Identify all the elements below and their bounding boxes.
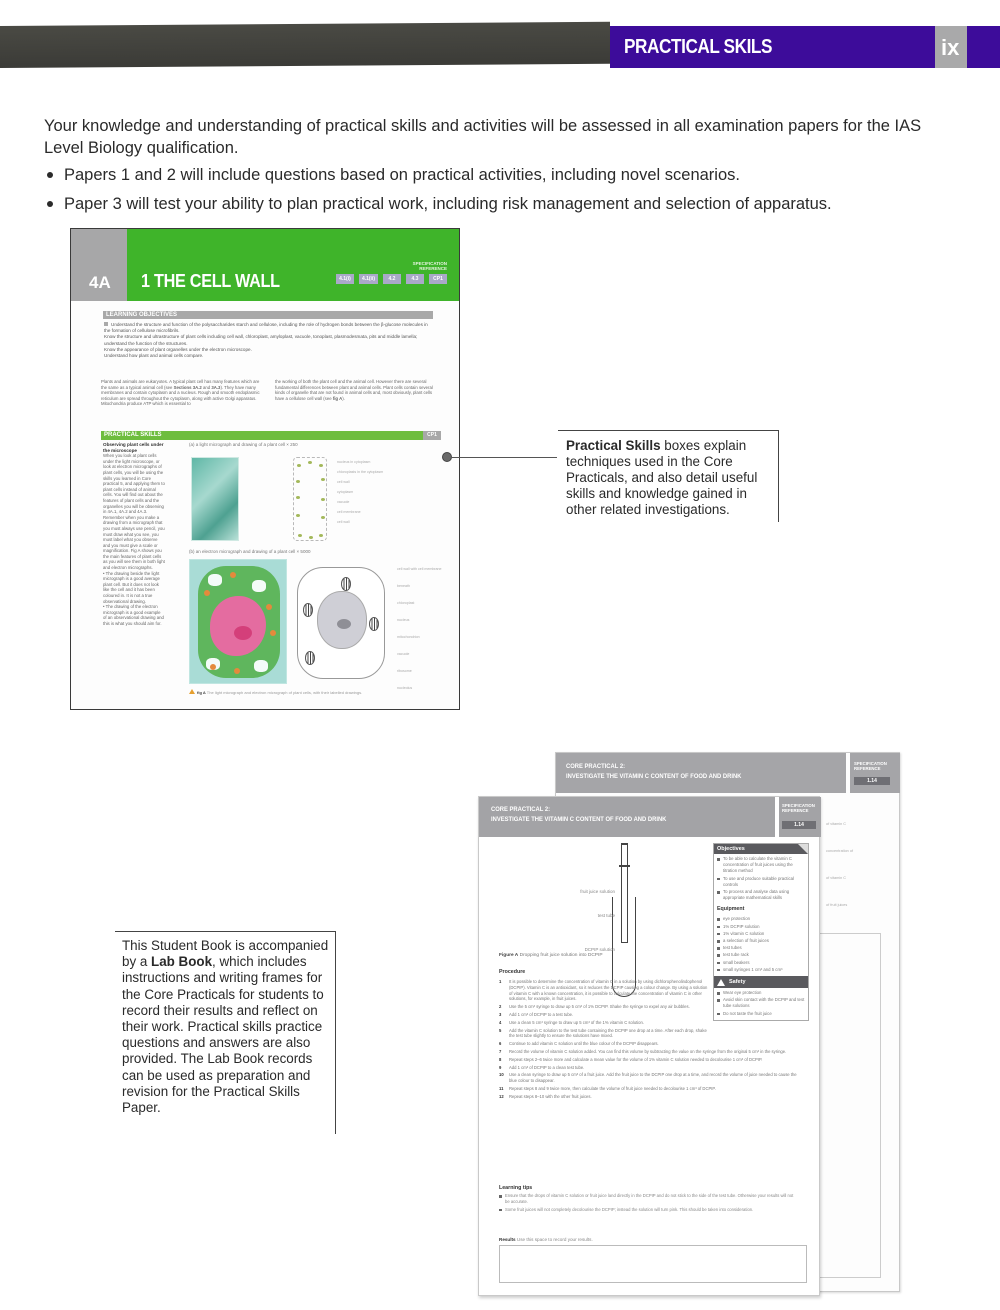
procedure-step: 2 Use the 5 cm³ syringe to draw up 5 cm³ of 1% DCPIP. Shake the syringe to expel any air bubbles.: [499, 1004, 690, 1010]
cell-wall-page-sample: [70, 228, 460, 710]
results-label: Results Use this space to record your results.: [499, 1237, 593, 1242]
objectives-heading: Objectives: [714, 844, 808, 854]
topic-code: 4A: [89, 273, 111, 292]
learning-objectives-heading: LEARNING OBJECTIVES: [103, 311, 433, 319]
light-micrograph-drawing: [293, 457, 327, 541]
spec-reference-chip: 4.3: [406, 274, 424, 284]
electron-micrograph-drawing: [291, 559, 391, 684]
bullet-icon: [47, 172, 53, 178]
learning-objectives-list: [104, 322, 434, 359]
safety-heading: Safety: [714, 976, 808, 988]
back-page-title: CORE PRACTICAL 2: INVESTIGATE THE VITAMIN C CONTENT OF FOOD AND DRINK: [566, 763, 742, 780]
triangle-marker-icon: [189, 689, 195, 694]
page-corner-icon: [798, 844, 808, 854]
bullet-text: Papers 1 and 2 will include questions based on practical activities, including novel scenarios.: [64, 166, 740, 184]
figure-b-labels: cell wall with cell membrane beneath chloroplast nucleus mitochondrion vacuole ribosome nucleolus: [397, 567, 442, 690]
procedure-step: 6 Continue to add vitamin C solution until the blue colour of the DCPIP disappears.: [499, 1041, 659, 1047]
learning-tip: Ensure that the drops of vitamin C solution or fruit juice land directly in the DCPIP and do not stick to the side of the test tube. Otherwise your results will not be accurate.: [499, 1193, 799, 1205]
bullet-text: Paper 3 will test your ability to plan practical work, including risk management and selection of apparatus.: [64, 195, 832, 213]
body-column-2: the working of both the plant cell and the animal cell. However there are several fundamental differences between plant and animal cells. Plant cells contain several kinds of organelle that are not found in animal cells and, most obviously, plant cells have a cellulose cell wall (see fig A).: [275, 379, 433, 401]
spec-reference-list: [336, 274, 447, 284]
body-column-1: Plants and animals are eukaryotes. A typical plant cell has many features which are the same as a typical animal cell (see Sections 3A.2 and 3A.3). They have many membranes and contain cytoplasm and a nucleus. Rough and smooth endoplasmic reticulum are spread throughout the cytoplasm, along with active Golgi apparatus. Mitochondria produce ATP which is essential to: [101, 379, 260, 407]
spec-reference-chip: 1.14: [782, 821, 816, 829]
section-title: PRACTICAL SKILS: [624, 36, 773, 58]
page-number: ix: [941, 35, 960, 60]
procedure-step: 12 Repeat steps 8–10 with the other fruit juices.: [499, 1093, 592, 1099]
equipment-item: small syringes 1 cm³ and 5 cm³: [717, 967, 805, 973]
results-writing-box: [499, 1245, 807, 1283]
equipment-list: [714, 914, 808, 976]
safety-item: Do not taste the fruit juice: [717, 1011, 805, 1017]
learning-tips-heading: Learning tips: [499, 1185, 533, 1191]
callout-pointer-dot-icon: [442, 452, 452, 462]
topic-title: 1 THE CELL WALL: [141, 271, 280, 291]
intro-bullet-list: [44, 164, 964, 222]
procedure-step: 3 Add 1 cm³ of DCPIP to a test tube.: [499, 1011, 574, 1017]
equipment-item: a selection of fruit juices: [717, 938, 805, 944]
practical-skills-heading: PRACTICAL SKILLS: [101, 431, 441, 440]
procedure-step: 10 Use a clean syringe to draw up 5 cm³ of a fruit juice. Add the fruit juice to the DCPIP one drop at a time, and record the volume of juice needed to cause the blue colour to disappear.: [499, 1072, 797, 1084]
learning-objective: Understand the structure and function of the polysaccharides starch and cellulose, including the role of hydrogen bonds between the β-glucose molecules in the formation of cellulose microfibrils.: [104, 322, 428, 334]
objective-item: To use and produce suitable practical controls: [717, 876, 805, 888]
equipment-item: 1% DCPIP solution: [717, 924, 805, 930]
spec-reference-chip: 4.2: [383, 274, 401, 284]
procedure-heading: Procedure: [499, 969, 526, 975]
learning-objective: Know the structure and ultrastructure of plant cells including cell wall, chloroplast, amyloplast, vacuole, tonoplast, plasmodesmata, pits and middle lamella; understand the function of the structures.: [104, 334, 418, 346]
procedure-step: 5 Add the vitamin C solution to the test tube containing the DCPIP one drop at a time. After each drop, shake the test tube slightly to ensure the solutions have mixed.: [499, 1027, 707, 1039]
spec-reference-box: SPECIFICATION REFERENCE 1.14: [779, 797, 821, 837]
header-band-edge: [967, 26, 1000, 68]
equipment-item: eye protection: [717, 916, 805, 922]
figure-a-caption: (a) a light micrograph and drawing of a plant cell × 250: [189, 442, 298, 447]
back-page-spec-box: SPECIFICATION REFERENCE 1.14: [850, 753, 900, 793]
light-micrograph-image: [191, 457, 239, 541]
bullet-icon: [47, 201, 53, 207]
equipment-item: small beakers: [717, 960, 805, 966]
core-practical-badge: CP1: [423, 431, 441, 440]
spec-reference-chip: 4.1(i): [336, 274, 354, 284]
spec-reference-chip: 4.1(ii): [359, 274, 378, 284]
back-page-header: [556, 753, 846, 793]
learning-objective: Know the appearance of plant organelles under the electron microscope.: [104, 346, 252, 352]
equipment-item: test tube rack: [717, 952, 805, 958]
back-page-text-fragments: of vitamin C concentration of of vitamin C of fruit juices: [826, 822, 854, 907]
intro-paragraph: Your knowledge and understanding of practical skills and activities will be assessed in all examination papers for the IAS Level Biology qualification.: [44, 117, 922, 157]
practical-skills-subheading: Observing plant cells under the microscope: [103, 442, 164, 453]
practical-skills-paragraph: Remember when you make a drawing from a micrograph that you must always use pencil, you must draw what you see, you must label what you observe and you must give a scale or magnification. Fig A shows you the main features of plant cells as you will see them in both light and electron micrographs.: [103, 514, 165, 571]
equipment-heading: Equipment: [717, 906, 745, 913]
objective-marker-icon: [104, 322, 108, 326]
spec-reference-label: SPECIFICATION REFERENCE: [412, 261, 447, 271]
figure-labels: fruit juice solution test tube DCPIP solution: [580, 889, 615, 952]
objectives-list: [714, 854, 808, 904]
procedure-step: 7 Record the volume of vitamin C solution added. You can find this volume by subtracting the value on the syringe from the original 5 cm³ in the syringe.: [499, 1048, 787, 1054]
equipment-item: 1% vitamin C solution: [717, 931, 805, 937]
intro-bullet: [44, 193, 964, 222]
practical-skills-bullet: • The drawing of the electron micrograph is a good example of an observational drawing and this is what you should aim for.: [103, 604, 164, 626]
safety-item: Avoid skin contact with the DCPIP and test tube solutions: [717, 997, 805, 1009]
core-practical-title: CORE PRACTICAL 2: INVESTIGATE THE VITAMIN C CONTENT OF FOOD AND DRINK: [491, 806, 667, 823]
practical-skills-callout-text: Practical Skills boxes explain techniques used in the Core Practicals, and also detail useful skills and knowledge gained in other related investigations.: [566, 438, 758, 517]
spec-reference-chip: 1.14: [854, 777, 890, 785]
procedure-step: 9 Add 1 cm³ of DCPIP to a clean test tube.: [499, 1064, 585, 1070]
electron-micrograph-image: [189, 559, 287, 684]
learning-tips-list: [499, 1193, 799, 1214]
procedure-list: [499, 979, 805, 1102]
spec-reference-chip: CP1: [429, 274, 447, 284]
figure-a-labels: nucleus in cytoplasm chloroplasts in the cytoplasm cell wall cytoplasm vacuole cell membrane cell wall: [337, 460, 384, 524]
back-page-results-box: [811, 933, 881, 1278]
header-band-dark: [0, 22, 610, 68]
section-header-band: [0, 26, 1000, 68]
procedure-step: 4 Use a clean 5 cm³ syringe to draw up 5 cm³ of the 1% vitamin C solution.: [499, 1019, 644, 1025]
lab-book-page-sample: [478, 796, 820, 1296]
practical-skills-bullet: • The drawing beside the light micrograph is a good average plant cell. But it does not look like the cell and it has been coloured in. It is not a true observational drawing.: [103, 570, 160, 604]
learning-tip: Some fruit juices will not completely decolourise the DCPIP; instead the solution will turn pink. This should be taken into consideration.: [499, 1207, 799, 1213]
intro-bullet: [44, 164, 964, 193]
objective-item: To process and analyse data using appropriate mathematical skills: [717, 889, 805, 901]
safety-item: Wear eye protection: [717, 990, 805, 996]
practical-skills-paragraph: When you look at plant cells under the light microscope, or look at electron micrographs of plant cells, you will be using the skills you learned in Core practical 5, and applying them to plant cells instead of animal cells. You will find out about the features of plant cells and the organelles you will be observing in 4A.1, 4A.2 and 4A.3.: [103, 453, 165, 515]
figure-b-caption: (b) an electron micrograph and drawing of a plant cell × 5000: [189, 549, 311, 554]
procedure-step: 8 Repeat steps 2–6 twice more and calculate a mean value for the volume of 1% vitamin C solution needed to decolourise 1 cm³ of DCPIP.: [499, 1056, 763, 1062]
procedure-step: 11 Repeat steps 8 and 9 twice more, then calculate the volume of fruit juice needed to decolourise 1 cm³ of DCPIP.: [499, 1085, 716, 1091]
objective-item: To be able to calculate the vitamin C concentration of fruit juices using the titration method: [717, 856, 805, 875]
figure-a-footnote: fig A The light micrograph and electron micrograph of plant cells, with their labelled drawings.: [189, 689, 439, 695]
procedure-step: 1 It is possible to determine the concentration of vitamin C in a solution by using dichlorophenolindophenol (DCPIP). Vitamin C is an antioxidant, so it reduces the DCPIP causing a colour change. By using a solution of vitamin C with a known concentration, it is possible to calculate the concentration of vitamin C in other solutions, for example, in fruit juices.: [499, 979, 708, 1002]
topic-body-text: [101, 379, 437, 407]
equipment-item: test tubes: [717, 945, 805, 951]
core-practical-header: [479, 797, 775, 837]
practical-skills-text: [103, 442, 165, 627]
lab-book-callout-text: This Student Book is accompanied by a Lab Book, which includes instructions and writing frames for the Core Practicals for students to record their results and reflect on their work. Practical skills practice questions and answers are also provided. The Lab Book records can be used as preparation and revision for the Practical Skills Paper.: [122, 938, 329, 1116]
figure-caption: Figure A Dropping fruit juice solution into DCPIP: [499, 953, 603, 958]
callout-connector-line: [452, 457, 557, 458]
learning-objective: Understand how plant and animal cells compare.: [104, 353, 204, 359]
